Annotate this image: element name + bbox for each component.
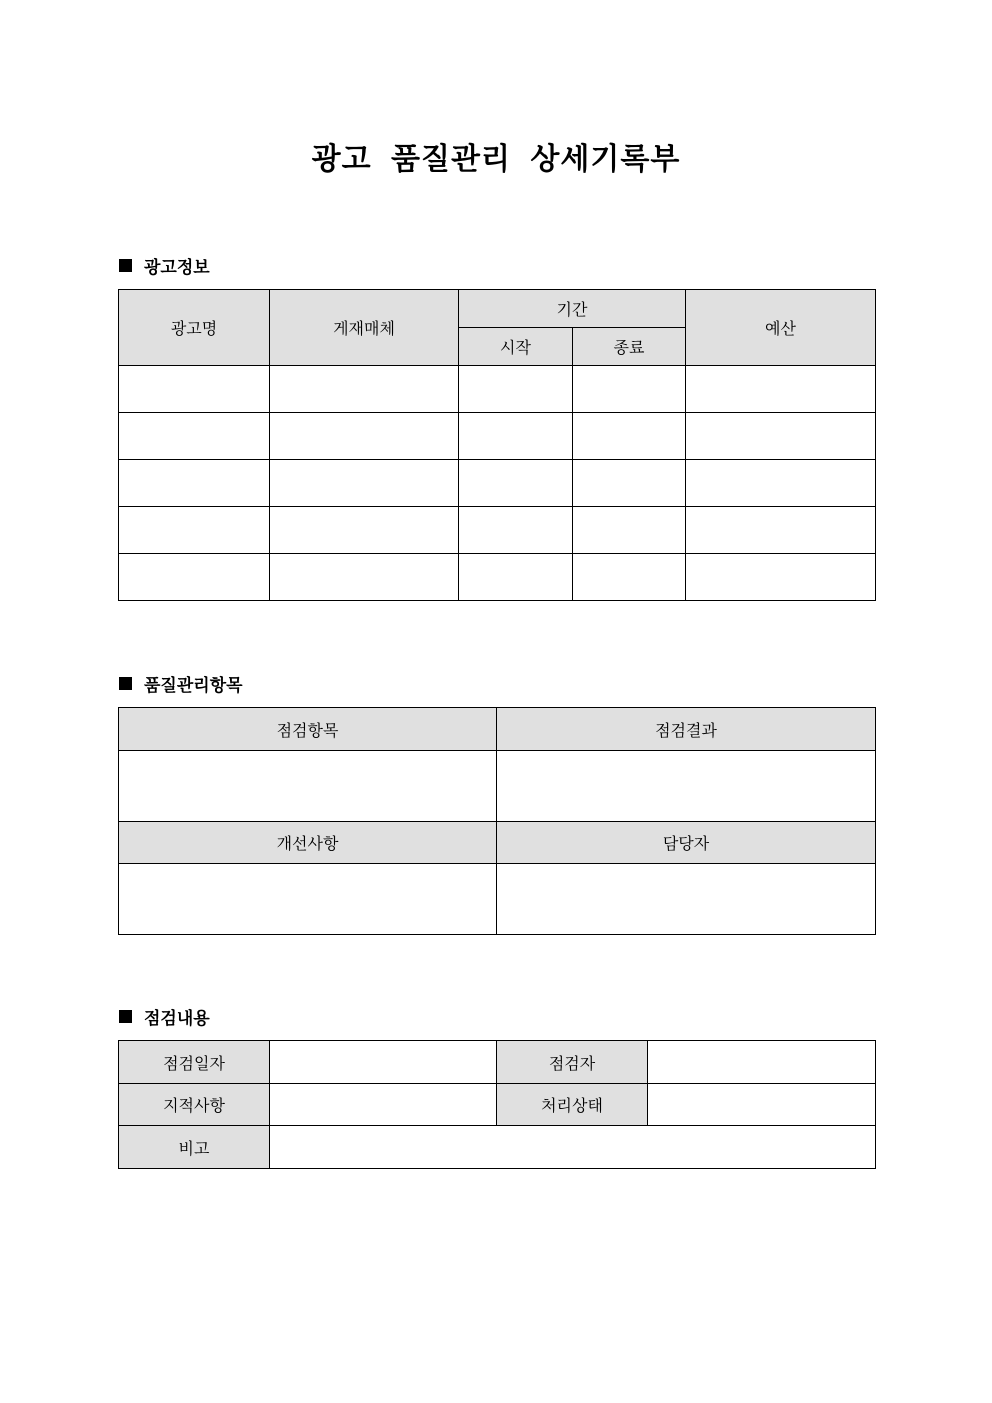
label-inspector: 점검자	[497, 1041, 648, 1084]
header-check-result: 점검결과	[497, 708, 876, 751]
quality-table	[118, 707, 876, 935]
square-bullet-icon	[119, 259, 132, 272]
header-check-item: 점검항목	[119, 708, 497, 751]
ad-name-cell[interactable]	[119, 366, 270, 413]
check-result-cell[interactable]	[497, 751, 876, 822]
header-improvement: 개선사항	[119, 822, 497, 864]
section-heading-label: 점검내용	[144, 1008, 210, 1029]
table-row	[119, 554, 876, 601]
square-bullet-icon	[119, 1010, 132, 1023]
label-remarks: 비고	[119, 1126, 270, 1169]
square-bullet-icon	[119, 677, 132, 690]
table-row	[119, 366, 876, 413]
status-cell[interactable]	[648, 1084, 876, 1126]
header-budget: 예산	[686, 290, 876, 366]
end-cell[interactable]	[573, 554, 686, 601]
media-cell[interactable]	[270, 413, 459, 460]
label-findings: 지적사항	[119, 1084, 270, 1126]
section-heading-ad-info	[119, 253, 210, 277]
section-heading-quality	[119, 671, 243, 695]
manager-cell[interactable]	[497, 864, 876, 935]
start-cell[interactable]	[459, 507, 573, 554]
end-cell[interactable]	[573, 460, 686, 507]
header-end: 종료	[573, 328, 686, 366]
header-start: 시작	[459, 328, 573, 366]
inspector-cell[interactable]	[648, 1041, 876, 1084]
budget-cell[interactable]	[686, 507, 876, 554]
table-row	[119, 460, 876, 507]
improvement-cell[interactable]	[119, 864, 497, 935]
header-period: 기간	[459, 290, 686, 328]
check-item-cell[interactable]	[119, 751, 497, 822]
page-title: 광고 품질관리 상세기록부	[311, 142, 681, 177]
table-row	[119, 507, 876, 554]
media-cell[interactable]	[270, 554, 459, 601]
start-cell[interactable]	[459, 413, 573, 460]
section-heading-label: 광고정보	[144, 257, 210, 278]
section-heading-inspection	[119, 1004, 210, 1028]
end-cell[interactable]	[573, 413, 686, 460]
remarks-cell[interactable]	[270, 1126, 876, 1169]
table-row	[119, 413, 876, 460]
budget-cell[interactable]	[686, 554, 876, 601]
ad-name-cell[interactable]	[119, 507, 270, 554]
media-cell[interactable]	[270, 460, 459, 507]
section-heading-label: 품질관리항목	[144, 675, 243, 696]
header-media: 게재매체	[270, 290, 459, 366]
budget-cell[interactable]	[686, 366, 876, 413]
end-cell[interactable]	[573, 366, 686, 413]
ad-info-table	[118, 289, 876, 601]
ad-name-cell[interactable]	[119, 554, 270, 601]
budget-cell[interactable]	[686, 413, 876, 460]
label-date: 점검일자	[119, 1041, 270, 1084]
budget-cell[interactable]	[686, 460, 876, 507]
findings-cell[interactable]	[270, 1084, 497, 1126]
header-ad-name: 광고명	[119, 290, 270, 366]
media-cell[interactable]	[270, 507, 459, 554]
ad-name-cell[interactable]	[119, 413, 270, 460]
start-cell[interactable]	[459, 460, 573, 507]
end-cell[interactable]	[573, 507, 686, 554]
label-status: 처리상태	[497, 1084, 648, 1126]
start-cell[interactable]	[459, 554, 573, 601]
header-manager: 담당자	[497, 822, 876, 864]
media-cell[interactable]	[270, 366, 459, 413]
ad-name-cell[interactable]	[119, 460, 270, 507]
inspection-table	[118, 1040, 876, 1169]
start-cell[interactable]	[459, 366, 573, 413]
date-cell[interactable]	[270, 1041, 497, 1084]
